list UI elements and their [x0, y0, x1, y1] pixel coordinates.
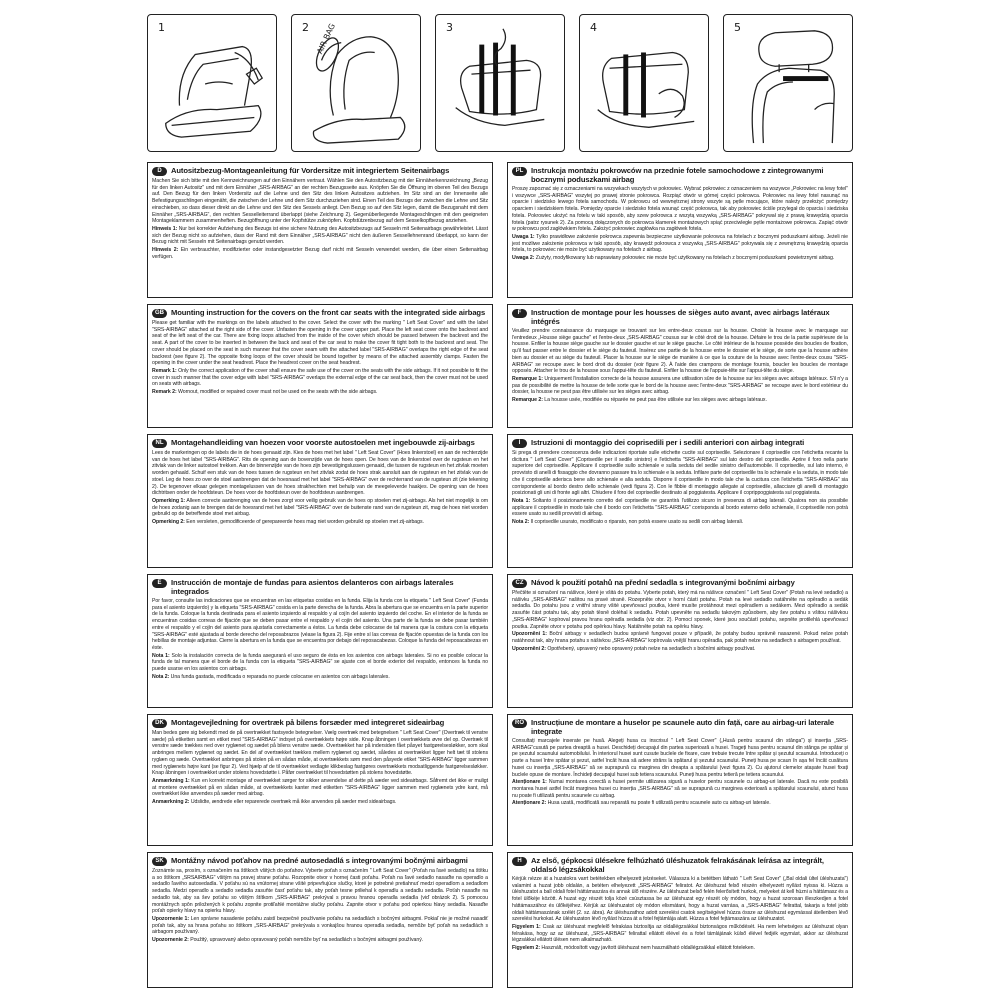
- instruction-section-sk: [147, 852, 493, 988]
- section-title: Montagehandleiding van hoezen voor voorste autostoelen met ingebouwde zij-airbags: [171, 438, 475, 447]
- remark-1: Upozornění 1: Boční airbagy v sedadlech budou správně fungovat pouze v případě, že potahy budou správně nasazené. Pokud nelze potah natáhnout tak, aby hrana potahu s nášivkou „SRS-AIRBAG" kopírovala vnější hranu opěradla, pak potah nelze na sedadlech s airbagem používat.: [512, 631, 848, 644]
- section-body: Si prega di prendere conoscenza delle indicazioni riportate sulle etichette cucite sul coprisedile. Selezionare il coprisedile con l'etichetta recante la dicitura " Left Seat Cover" (Coprisedile per il sedile sinistro) e l'etichetta "SRS-AIRBAG" sul lato destro del coprisedile. Aprire il foro nella parte superiore del coprisedile. Applicare il coprisedile sullo schienale e sulla seduta del sedile sinistro dell'automobile. Il coprisedile, sul lato interno, è provvisto di anelli di fissaggio che dovranno passare tra lo schienale e la seduta. Infilare parte del coprisedile tra lo schienale e la seduta, in modo tale che il coprisedile aderisca bene allo schienale e alla seduta. Disporre il coprisedile in modo tale che la cucitura con l'etichetta "SRS-AIRBAG" sia corrispondente al bordo destro dello schienale (vedi figura 2). Con le fibbie di montaggio allegate al coprisedile, allacciare gli anelli di montaggio posizionati gli uni di fronte agli altri. Chiudere il foro del coprisedile destinato al poggiatesta. Applicare il coprippoggiatesta sul poggiatesta.: [512, 450, 848, 497]
- section-title: Montagevejledning for overtræk på bilens forsæder med integreret sideairbag: [171, 718, 445, 727]
- remark-2: Uwaga 2: Zużyty, modyfikowany lub naprawiany pokrowiec nie może być użytkowany na fotelach z bocznymi poduszkami powietrznymi airbag.: [512, 255, 835, 262]
- instruction-section-gb: [147, 304, 493, 428]
- remark-1: Anmærkning 1: Kun en korrekt montage af overtrækket sørger for sikker anvendelse af dette på sæder ved sideairbags. Såfremt det ikke er muligt at montere overtrækket på en sådan måde, at overtrækkets kanter med etiketten "SRS-AIRBAG" ligger sammen med ryglænets ydre kant, må overtrækket ikke anvendes på sæder med airbag.: [152, 777, 488, 798]
- remark-2: Upozornenie 2: Použitý, upravovaný alebo opravovaný poťah nemôže byť na sedadlách s bočnými airbagmi používaný.: [152, 937, 424, 944]
- language-badge: PL: [512, 167, 527, 176]
- step-number: 4: [590, 21, 597, 34]
- remark-2: Hinweis 2: Ein verbrauchter, modifizierter oder instandgesetzter Bezug darf nicht mit Sesseln verwendet werden, die über einen Seitenairbag verfügen.: [152, 247, 488, 260]
- airbag-tag-label: AIR BAG: [315, 22, 338, 56]
- remark-1: Upozornenie 1: Len správne nasadenie poťahu zaistí bezpečné používanie poťahu na sedadlách s bočnými airbagmi. Pokiaľ nie je možné nasadiť poťah tak, aby sa hrana poťahu so štítkom „SRS-AIRBAG" prekrývala s vonkajšou hranou operadla sedadla, nemôže byť poťah na sedadlách s airbagom používaný.: [152, 915, 488, 936]
- step-number: 3: [446, 21, 453, 34]
- section-body: Kérjük nézze át a huzatokra varrt betétekben elhelyezett jelzéseket. Válassza ki a betétben látható " Left Seat Cover" („Bal oldali ültel üléshuzata") valamint a huzat jobb oldalán, a betéten elhelyezett „SRS-AIRBAG" feliratot. Az üléshuzat felső részén elhelyezett nyílást nyissa ki. Húzza a üléshuzatot a ball oldali fotel háttámaszára és annak ülő részére. Az üléshuzat belső felén felerősített hurkok, melyeket át kell húzni a háttámasz és a fotel ülőkéje között. A huzat egy részét tolja közé csúsztassa be az üléshuzat egy részét oly módon, hogy a huzat szorosan illeszkedjen a fotel háttámaszához és ülőkéjéhez. Kérjük az üléshuzatot oly módon elismátani, hogy a huzat varrása, a „SRS-AIRBAG" felirattal, takarja a fotel jobb oldali háttámaszának szélét (2. sz. ábra). Az üléshuzathoz adott szerelési csatok segítségével húzza össze az üléshuzat egymással átellenben lévő szerelési hurkokat. Az üléshuzaton lévő nyílást húzza át a fotel fejtámlája alatt. Húzza a fotel fejtámaszára az üléshuzatot.: [512, 876, 848, 923]
- illustration-5: [723, 14, 853, 152]
- section-title: Instrukcja montażu pokrowców na przednie fotele samochodowe z zintegrowanymi bocznymi poduszkami airbag: [531, 166, 824, 184]
- language-badge: RO: [512, 719, 527, 728]
- section-title: Istruzioni di montaggio dei coprisedili per i sedili anteriori con airbag integrati: [531, 438, 805, 447]
- remark-2: Opmerking 2: Een versleten, gemodificeerde of gerepareerde hoes mag niet worden gebruikt op stoelen met zij-airbags.: [152, 519, 424, 526]
- instruction-section-pl: [507, 162, 853, 298]
- section-title: Montážny návod poťahov na predné autosedadlá s integrovanými bočnými airbagmi: [171, 856, 468, 865]
- illustration-3: [435, 14, 565, 152]
- language-badge: I: [512, 439, 527, 448]
- remark-1: Remark 1: Only the correct application of the cover shall ensure the safe use of the cover on the seats with the side airbags. If it not possible to fit the cover in such manner that the cover edge with label "SRS-AIRBAG" overlaps the external edge of the car seat back, then the cover must not be used on seats with airbags.: [152, 367, 488, 388]
- language-badge: GB: [152, 309, 167, 318]
- seat-cover-fitting-drawing: [148, 15, 276, 151]
- language-badge: E: [152, 579, 167, 588]
- instruction-section-es: [147, 574, 493, 708]
- remark-1: Uwaga 1: Tylko prawidłowe założenie pokrowca zapewnia bezpieczne użytkowanie pokrowca na fotelach z bocznymi poduszkami airbag. Jeżeli nie jest możliwe założenie pokrowca w taki sposób, aby krawędź pokrowca z wszywką „SRS-AIRBAG" pokrywała się z zewnętrzną krawędzią oparcia fotela, to pokrowiec nie może być użytkowany na fotelach z airbag.: [512, 233, 848, 254]
- language-badge: CZ: [512, 579, 527, 588]
- instruction-section-nl: [147, 434, 493, 568]
- section-title: Mounting instruction for the covers on the front car seats with the integrated side airbags: [171, 308, 486, 317]
- section-body: Proszę zapoznać się z oznaczeniami na wszywkach wszytych w pokrowiec. Wybrać pokrowiec z oznaczeniem na wszywce „Pokrowiec na lewy fotel" i wszywce „SRS-AIRBAG" wszytej po prawej stronie pokrowca. Rozpiąć otwór w górnej części pokrowca. Pokrowiec na lewy fotel nasunąć na oparcie i siedzisko lewego fotela samochodu. W pokrowcu od wewnętrznej strony wszyte są pętle mocujące, które należy przełożyć pomiędzy oparciem i siedziskiem fotela. Pomiędzy oparcie i siedzisko fotela wsunąć część pokrowca, tak aby pokrowiec ściśle przylegał do oparcia i siedziska fotela. Pokrowiec ułożyć na fotelu w taki sposób, aby szew pokrowca z wszytą wszywką „SRS-AIRBAG" pokrywał się z prawą krawędzią oparcia fotela (patrz rysunek 2). Za pomocą dołączonych do pokrowca klamerek montażowych spiąć przeciwległe pętle montażowe pokrowca. Zapiąć otwór w pokrowcu pod zagłówkiem fotela. Założyć pokrowiec zagłówka na zagłówek fotela.: [512, 186, 848, 233]
- section-body: Por favor, consulte las indicaciones que se encuentran en las etiquetas cosidas en la funda. Elija la funda con la etiqueta " Left Seat Cover" (Funda para el asiento izquierdo) y la etiqueta "SRS-AIRBAG" cosida en la parte derecha de la funda. Abra la abertura que se encuentra en la parte superior de la funda. Coloque la funda destinada para el asiento izquierdo al respaldo y al cojín del asiento izquierdo del coche. En el interior de la funda se encuentran cosidas correas de fijación que se deben pasar entre el respaldo y el cojín del asiento. Una parte de la funda se debe pasar también entre el respaldo y el cojín del asiento para ajustarla correctamente a éstos. La funda debe colocarse de tal manera que la costura con la etiqueta "SRS-AIRBAG" esté ajustada al borde derecho del reposabrazos (véase la figura 2). Fije entre sí las correas de fijación opuestas de la funda con los hebillas de montaje adjuntas. Cierre la abertura en la funda que se encuentra por debajo del reposacabezas. Coloque la funda del reposacabezas en éste.: [152, 598, 488, 651]
- remark-1: Atenționare 1: Numai montarea corectă a husei permite utilizarea sigură a huselor pentru scaunele cu airbag-uri laterale. Dacă nu este posibilă montarea husei astfel încât marginea husei cu inserția „SRS-AIRBAG" să se suprapună cu marginea exterioară a spătarului scaunului, atunci husa nu poate fi utilizată pentru scaunele cu airbag.: [512, 779, 848, 799]
- fixing-loops-drawing: [436, 15, 564, 151]
- section-title: Az első, gépkocsi ülésekre felhúzható üléshuzatok felrakásának leírása az integrált, oldalsó légzsákokkal: [531, 856, 824, 874]
- remark-1: Nota 1: Solo la instalación correcta de la funda asegurará el uso seguro de ésta en los asientos con airbags laterales. Si no es posible colocar la funda de tal manera que el borde de la funda con la etiqueta "SRS-AIRBAG" se ajuste con el borde exterior del respaldo, entonces la funda no puede usarse en los asientos con airbags.: [152, 652, 488, 673]
- language-badge: D: [152, 167, 167, 176]
- instruction-section-ro: [507, 714, 853, 846]
- section-title: Návod k použití potahů na přední sedadla s integrovanými bočními airbagy: [531, 578, 795, 587]
- clamp-fastening-drawing: [580, 15, 708, 151]
- remark-2: Nota 2: Il coprisedile usurato, modificato o riparato, non potrà essere usato su sedili con airbag laterali.: [512, 519, 744, 526]
- remark-2: Remark 2: Wornout, modified or repaired cover must not be used on the seats with the side airbags.: [152, 389, 378, 396]
- remark-1: Remarque 1: Uniquement l'installation correcte de la housse assurera une utilisation sûre de la housse sur les sièges avec airbags latéraux. S'il n'y a pas de possibilité de mettre la housse de telle sorte que le bord de la housse avec l'entre-deux "SRS-AIRBAG" se recoupe avec le bord extérieur du dossier, la housse ne peut pas être utilisée sur les sièges avec airbag.: [512, 375, 848, 396]
- remark-2: Atenționare 2: Husa uzată, modificată sau reparată nu poate fi utilizată pentru scaunele auto cu airbag-uri laterale.: [512, 800, 771, 807]
- instruction-section-de: [147, 162, 493, 298]
- illustration-2: [291, 14, 421, 152]
- airbag-label-drawing: [292, 15, 420, 151]
- section-body: Přečtěte si označení na nášivce, které je všitá do potahu. Vyberte potah, který má na nášivce označení " Left Seat Cover" (Potah na levé sedadlo) a nášivku „SRS-AIRBAG" našitou na pravé straně. Rozepněte otvor v horní části potahu. Potah na levé sedadlo natáhněte na opěradlo a sedák sedadla. Do potahu jsou z vnitřní strany všité upevňovací poutka, které musíte protáhnout mezi opěradlem a sedákem. Mezi opěradlo a sedák zasuňte část potahu tak, aby potah těsně doléhal k sedadlu. Potah upevněte na sedadlu takovým způsobem, aby šev potahu s všitou nášivkou „SRS-AIRBAG" kopíroval pravou hranu opěradla sedadla (viz obr. 2). Pomocí sponek, které jsou součástí potahu, sepněte protilehlá upevňovací poutka. Zapněte otvor v potahu pod opěrkou hlavy. Natáhněte potah na opěrku hlavy.: [512, 590, 848, 630]
- remark-1: Figyelem 1: Csak az üléshuzat megfelelő felrakása biztosítja az oldallégzsákkal biztonságos működését. Ha nem lehetséges az üléshuzat olyan felrakása, hogy az az üléshuzat, „SRS-AIRBAG" felirattal ellátott élével és a fotel támlájának külső élével fedjék egymást, akkor az üléshuzat légzsákkal ellátott ülésen nem alkalmazható.: [512, 923, 848, 944]
- remark-1: Hinweis 1: Nur bei korrekter Aufziehung des Bezugs ist eine sichere Nutzung des Autositzbezugs auf Sesseln mit Seitenairbags gewährleistet. Lässt sich der Bezug nicht so aufziehen, dass der Rand mit dem Einnäher „SRS-AIRBAG" nicht den äußeren Sessellehnenrand überlappt, so kann der Bezug nicht mit Sesseln mit Seitenairbags genutzt werden.: [152, 225, 488, 246]
- headrest-cover-drawing: [724, 15, 852, 151]
- illustration-strip: [147, 14, 853, 154]
- language-badge: F: [512, 309, 527, 318]
- instruction-section-hu: [507, 852, 853, 988]
- language-badge: SK: [152, 857, 167, 866]
- instruction-section-cz: [507, 574, 853, 708]
- step-number: 1: [158, 21, 165, 34]
- instruction-section-dk: [147, 714, 493, 846]
- instruction-section-fr: [507, 304, 853, 428]
- section-title: Instrucțiune de montare a huselor pe scaunele auto din față, care au airbag-uri laterale integrate: [531, 718, 835, 736]
- section-body: Zoznámte sa, prosím, s označením na štítkoch všitých do poťahov. Vyberte poťah s označením " Left Seat Cover" (Poťah na ľavé sedadlo) na štítku a so štítkom „SRSAIRBAG" všitým na pravej strane poťahu. Rozopnite otvor v hornej časti poťahu. Poťah na ľavé sedadlo nasaďte na operadlo a sedadlo ľavého autosedadla. V poťahu sú na vnútornej strane všité pripevňujúce slučky, ktoré je potrebné pretiahnuť medzi operadlom a sedadlom sedadla. Medzi operadlo a sedadlo sedadla zasuňte časť poťahu tak, aby poťah tesne priliehal k operadlu a sedadlu sedadla. Poťah nasaďte na sedadlo tak, aby sa šev poťahu so všitým štítkom „SRS-AIRBAG" prekrýval s pravou hranou operadla sedadla (viď obrázok 2). S pomocou montážnych spôn priložených k poťahu zopnite protiľahlé montážne slučky poťahu. Zapnite otvor v poťahu pod opierkou hlavy sedadla. Nasaďte poťah opierky hlavy na opierku hlavy.: [152, 868, 488, 915]
- step-number: 2: [302, 21, 309, 34]
- remark-2: Upozornění 2: Opotřebený, upravený nebo opravený potah nelze na sedadlech s bočními airbagy používat.: [512, 645, 756, 652]
- section-body: Consultați marcajele inserate pe husă. Alegeți husa cu inscrisul " Left Seat Cover" („Husă pentru scaunul din stânga") și inserția „SRS-AIRBAG"cusută pe partea dreaptă a husei. Deschideți decupajul din partea superioară a husei. Trageți husa pentru scaunul din stânga pe spătar și pe șezutul scaunului automobilului. În interiorul husei sunt cusute buclele de fixare, care trebuie trecute între spătar și șezutul scaunului. Introduceți o parte a husei între spătar și șezut, astfel încât husa să adere strâns la spătarul și șezutul scaunului. Puneți husa pe scaun în așa fel încât cusătura husei cu inserția „SRS-AIRBAG" să se suprapună cu marginea din dreapta a spătarului (vezi figura 2). Cu ajutorul clemelor atașate husei fixați buclele opuse de montare. Închideți decupajul husei sub tetiera scaunului. Puneți husa pentru tetieră pe tetiera scaunului.: [512, 738, 848, 778]
- illustration-4: [579, 14, 709, 152]
- remark-2: Nota 2: Una funda gastada, modificada o reparada no puede colocarse en asientos con airbags laterales.: [152, 673, 390, 680]
- remark-1: Nota 1: Soltanto il posizionamento corretto del coprisedile ne garantirà l'utilizzo sicuro in presenza di airbag laterali. Qualora non sia possibile applicare il coprisedile in modo tale che il bordo con l'etichetta "SRS-AIRBAG" corrisponda al bordo esterno dello schienale, il coprisedile non potrà essere usato su sedili provvisti di airbag.: [512, 497, 848, 518]
- remark-2: Anmærkning 2: Udslidte, ændrede eller reparerede overtræk må ikke anvendes på sæder med sideairbags.: [152, 799, 397, 806]
- section-body: Man bedes gøre sig bekendt med de på overtrækket fastsyede betegnelser. Vælg overtræk med betegnelsen " Left Seat Cover" (Overtræk til venstre sæde) på etiketten samt en etiket med "SRS-AIRBAG" indsyet på overtrækkets højre side. Knap åbningen i overtrækkets øvre del op. Overtræk til venstre sæde trækkes ned over ryglænet og sædet på bilens venstre sæde. Overtrækket har på indersiden fået påsyet fastgørelsesløkker, som skal anbringes mellem ryglænet og sædet. En del af overtrækket trækkes mellem ryglænet og sædet, således at overtrækket ligger helt tæt til stolens ryglæn og sæde. Overtrækket anbringes på stolen på en sådan måde, at overtrækkets søm med den påsyede etiket "SRS-AIRBAG" ligger sammen med ryglænets højre kant (se figur 2). Ved hjælp af de til overtrækket vedlagte klikbeslag fastgøres overtrækkets modsatliggende fastgørelsesløkker. Knap åbningen i overtrækket under stolens hovedstøtte i. Påfør overtrækket til hovedstøtten på stolens hovedstøtte.: [152, 730, 488, 777]
- section-body: Lees de markeringen op de labels die in de hoes genaaid zijn. Kies de hoes met het label " Left Seat Cover" (Hoes linkerstoel) en aan de rechterzijde van de hoes het label "SRS-AIRBAG". Rits de opening aan de bovenzijde van de hoes open. De hoes van de linkerstoel over de rugsteun en het zitvlak van de linker autostoel trekken. Aan de binnenzijde van de hoes zijn bevestigingslussen genaaid, die tussen de rugsteun en het zitvlak moeten worden gehaald. Schuif een stuk van de hoes tussen de rugsteun en het zitvlak zodat de hoes strak aansluit aan de rugsteun en het zitvlak van de stoel. Leg de hoes zo over de stoel aanbrengen dat de hoesnaad met het label "SRS-AIRBAG" over de rechterrand van de rugsteun zit (zie tekening 2). De tegenover elkaar gelegen montagelussen van de hoes strakhechten met behulp van de meegeleverde haakjes. De opening van de hoes dichtritsen onder de hoofdsteun. De hoes voor de hoofdsteun over de hoofdsteun aanbrengen.: [152, 450, 488, 497]
- illustration-1: [147, 14, 277, 152]
- remark-1: Opmerking 1: Alleen correcte aanbrenging van de hoes zorgt voor veilig gebruik van de hoes op stoelen met zij-airbags. Als het niet mogelijk is om de hoes zodanig aan te brengen dat de hoesrand met het label "SRS-AIRBAG" over de buitenste rand van de rugsteun zit, mag de hoes niet worden gebruikt op de betreffende stoel met airbag.: [152, 497, 489, 518]
- section-title: Instrucción de montaje de fundas para asientos delanteros con airbags laterales integrados: [171, 578, 454, 596]
- language-badge: NL: [152, 439, 167, 448]
- section-title: Autositzbezug-Montageanleitung für Vordersitze mit integriertem Seitenairbags: [171, 166, 450, 175]
- remark-2: Remarque 2: La housse usée, modifiée ou réparée ne peut pas être utilisée sur les sièges avec airbags latéraux.: [512, 397, 767, 404]
- language-badge: DK: [152, 719, 167, 728]
- section-body: Machen Sie sich bitte mit den Kennzeichnungen auf den Einnähern vertraut. Wählen Sie den Autositzbezug mit der Einnäherkennzeichnung „Bezug für den linken Autositz" und mit dem Einnäher „SRS-AIRBAG" an der rechten Bezugsseite aus. Knöpfen Sie die Öffnung im oberen Teil des Bezugs auf. Den Bezug für den linken Vordersitz auf die Lehne und den Sitz des linken Autositzes aufziehen. Im Sitz sind an der Innenseite alle Befestigungsschlingen eingenäht, die zwischen der Lehne und dem Sitz durchzuziehen sind. Einen Teil des Bezugs der zwischen die Lehne und Sitz einschieben, so dass dieser direkt an die Lehne und den Sitz des Sessels anliegt. Den Bezug so auf den Sitz legen, damit die Bezugsnaht mit dem Einnäher „SRS-AIRBAG", den rechten Sesselleiterrand überlappt (siehe Zeichnung 2). Gegenüberliegende Montageschlingen mit den geeigneten Montageklammern zusammenheften. Bezugöffnung unter der Kopfstütze zuknöpfen. Kopfstützenbezug auf dem Sesselkopfbezug anziehen.: [152, 178, 488, 225]
- section-body: Veuillez prendre connaissance du marquage se trouvant sur les entre-deux cousus sur la housse. Choisir la housse avec le marquage sur l'entredeux „Housse siège gauche" et l'entre-deux „SRS-AIRBAG" cousus sur le côté droit de la housse. Défaire le trou de la partie supérieure de la housse. Enfiler la housse siège gauche sur le dossier gauche et sur le siège gauche. Le côté intérieur de la housse possède des boucles de fixation, qu'il faut passer entre le dossier et le siège du fauteuil. Insérez une partie de la housse entre le dossier et le siège, de sorte que la housse adhère bien au dossier et au siège du fauteuil. Placer la housse sur le siège de manière à ce que la couture de la housse avec l'entre-deux cousu "SRS-AIRBAG" se recoupe avec le bord droit du dossier (voir figure 2). À l'aide des crampons de montage fournis, boucler les boucles de montage opposés. Attacher le trou de la housse sous l'appui-tête du fauteuil. Enfiler la housse de l'appuie-tête sur l'appui-tête du siège.: [512, 328, 848, 375]
- section-title: Instruction de montage pour les housses de sièges auto avant, avec airbags latéraux intégrés: [531, 308, 830, 326]
- section-body: Please get familiar with the markings on the labels attached to the cover. Select the cover with the marking " Left Seat Cover" and with the label "SRS-AIRBAG" attached at the right side of the cover. Unfasten the opening in the cover upper part. Place the left seat cover onto the backrest and seat of the left seat of the car. There are fixing loops attached from the inside of the cover which should be passed between the backrest and the seat. A part of the cover to be inserted in between the back and seat of the car seat to make the cover fit tight both to the backrest and seat. The cover should be placed on the seat in such manner that the cover seam with the attached label "SRS-AIRBAG" overlaps the right edge of the seat backrest (see figure 2). The opposite fixing loops of the cover should be bound together by means of the attached assembly clamps. Fasten the opening in the cover under the seat headrest. Place the headrest cover on the seat headrest.: [152, 320, 488, 367]
- remark-2: Figyelem 2: Használt, módosított vagy javított üléshuzat nem használható oldallégzsákkal ellátott foteleken.: [512, 945, 755, 952]
- step-number: 5: [734, 21, 741, 34]
- instruction-section-it: [507, 434, 853, 568]
- language-badge: H: [512, 857, 527, 866]
